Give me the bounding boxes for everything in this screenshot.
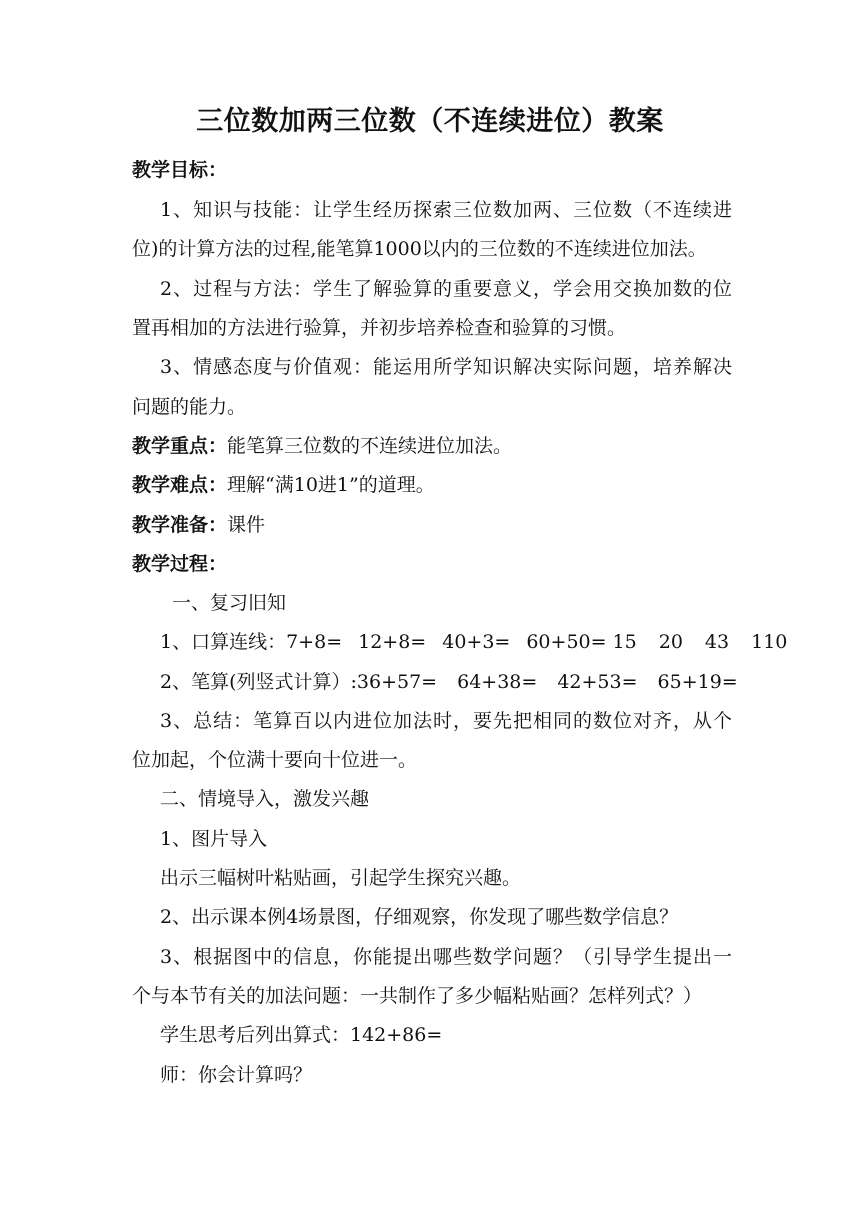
objective-3-line-2: 问题的能力。 — [132, 396, 247, 418]
student-formula: 学生思考后列出算式：142+86= — [160, 1024, 443, 1046]
section-2-item-1-text: 出示三幅树叶粘贴画，引起学生探究兴趣。 — [160, 867, 522, 889]
oral-answer-1: 15 — [612, 631, 637, 653]
objective-2-line-1: 2、过程与方法：学生了解验算的重要意义，学会用交换加数的位 — [160, 278, 732, 300]
difficulty — [132, 471, 732, 499]
summary-line-1: 3、总结：笔算百以内进位加法时，要先把相同的数位对齐，从个 — [160, 710, 732, 732]
section-1-heading: 一、复习旧知 — [172, 592, 287, 614]
section-2-item-3-line-1: 3、根据图中的信息，你能提出哪些数学问题？（引导学生提出一 — [160, 946, 732, 968]
difficulty-label: 教学难点： — [132, 474, 228, 496]
section-2-item-3-line-2: 个与本节有关的加法问题：一共制作了多少幅粘贴画？怎样列式？） — [132, 985, 703, 1007]
document-title: 三位数加两三位数（不连续进位）教案 — [196, 106, 664, 137]
oral-expr-3: 40+3= — [442, 631, 511, 653]
teacher-question: 师：你会计算吗？ — [160, 1064, 313, 1086]
oral-answer-3: 43 — [704, 631, 730, 653]
oral-expr-4: 60+50= — [526, 631, 607, 653]
process-heading: 教学过程： — [132, 553, 228, 575]
preparation — [132, 511, 732, 539]
written-calc-label: 2、笔算(列竖式计算）: — [160, 671, 357, 693]
key-point-text: 能笔算三位数的不连续进位加法。 — [227, 435, 513, 457]
section-2-item-2: 2、出示课本例4场景图，仔细观察，你发现了哪些数学信息？ — [160, 906, 679, 928]
preparation-text: 课件 — [227, 514, 266, 536]
oral-expr-1: 7+8= — [286, 631, 343, 653]
key-point — [132, 432, 732, 460]
objectives-heading: 教学目标： — [132, 159, 228, 181]
oral-expr-2: 12+8= — [358, 631, 427, 653]
oral-answer-4: 110 — [751, 631, 788, 653]
objective-2-line-2: 置再相加的方法进行验算，并初步培养检查和验算的习惯。 — [132, 317, 627, 339]
section-2-item-1: 1、图片导入 — [160, 828, 268, 850]
section-2-heading: 二、情境导入，激发兴趣 — [160, 788, 370, 810]
key-point-label: 教学重点： — [132, 435, 228, 457]
written-expr-2: 64+38= — [457, 671, 538, 693]
written-calc-line — [160, 668, 738, 696]
oral-answer-2: 20 — [658, 631, 683, 653]
summary-line-2: 位加起，个位满十要向十位进一。 — [132, 749, 418, 771]
oral-calc-line — [160, 628, 788, 656]
objective-3-line-1: 3、情感态度与价值观：能运用所学知识解决实际问题，培养解决 — [160, 356, 732, 378]
preparation-label: 教学准备： — [132, 514, 228, 536]
oral-calc-label: 1、口算连线： — [160, 631, 287, 653]
written-expr-3: 42+53= — [557, 671, 638, 693]
objective-1-line-2: 位)的计算方法的过程,能笔算1000以内的三位数的不连续进位加法。 — [132, 238, 707, 260]
objective-1-line-1: 1、知识与技能：让学生经历探索三位数加两、三位数（不连续进 — [160, 199, 732, 221]
difficulty-text: 理解“满10进1”的道理。 — [227, 474, 435, 496]
written-expr-1: 36+57= — [356, 671, 438, 693]
written-expr-4: 65+19= — [657, 671, 738, 693]
